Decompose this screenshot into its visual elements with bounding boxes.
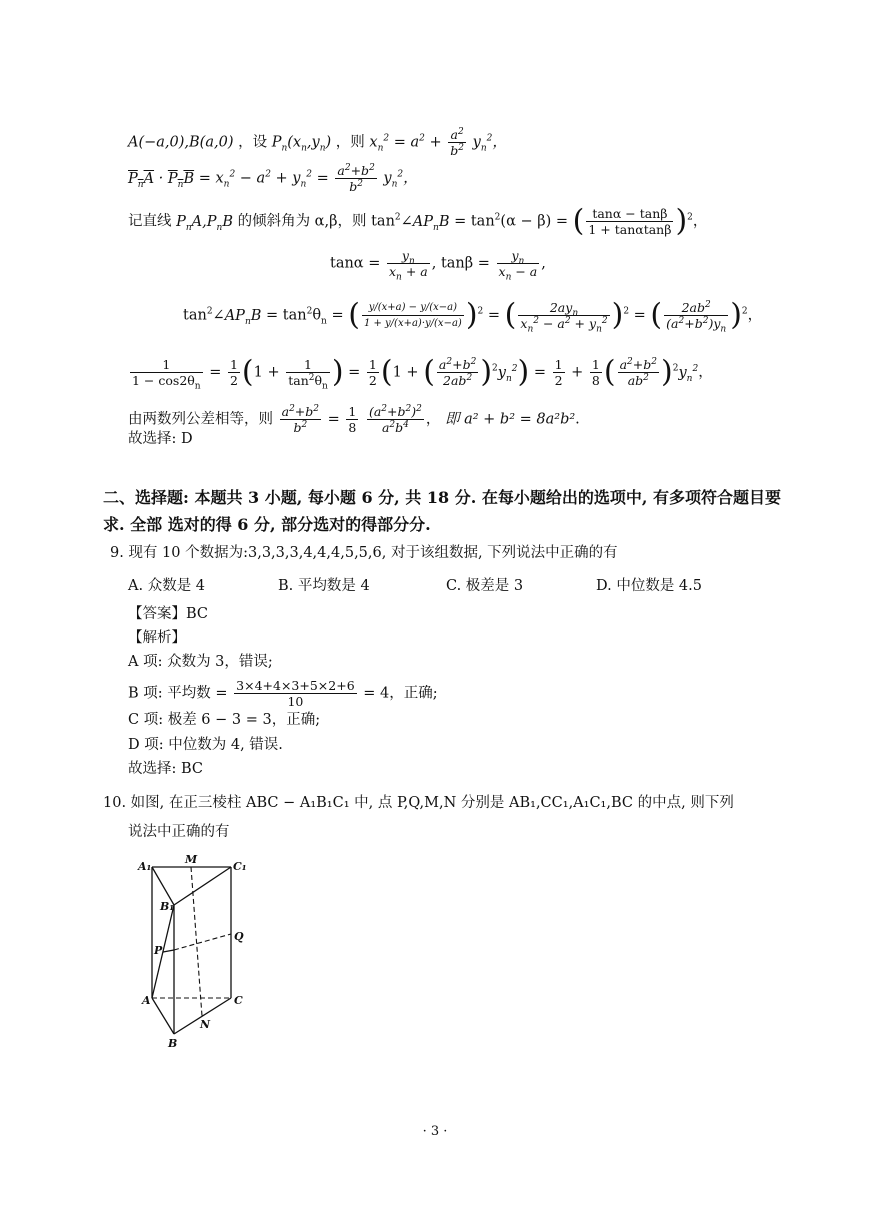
points-ab: A(−a,0),B(a,0): [128, 134, 234, 151]
label-m: M: [185, 853, 198, 866]
q9-options: [128, 576, 702, 596]
solution-line-2: $P_nA \cdot P_nB = x_n^2 - a^2 + y_n^2$ = $\frac{a^2+b^2}{b^2}$ $y_n^2$，: [128, 162, 418, 194]
q9-option-c: C. 极差是 3: [446, 578, 524, 594]
label-q: Q: [234, 930, 244, 943]
label-c1: C₁: [233, 860, 247, 873]
page-number: · 3 ·: [422, 1124, 448, 1139]
prism-figure: [130, 850, 270, 1050]
q9-option-d: D. 中位数是 4.5: [596, 578, 702, 594]
label-c: C: [234, 994, 243, 1007]
section-title-line-1: 二、选择题: 本题共 3 小题, 每小题 6 分, 共 18 分. 在每小题给出的选项中, 有多项符合题目要: [103, 488, 781, 507]
q9-line-d: D 项: 中位数为 4, 错误.: [128, 737, 283, 753]
label-b1: B₁: [160, 900, 175, 913]
q9-option-a: A. 众数是 4: [128, 578, 206, 594]
label-a: A: [142, 994, 151, 1007]
q9-stem: 9. 现有 10 个数据为:3,3,3,3,4,4,4,5,5,6, 对于该组数据, 下列说法中正确的有: [110, 545, 618, 561]
q10-stem-line-2: 说法中正确的有: [128, 824, 230, 840]
label-n: N: [200, 1018, 211, 1031]
solution-line-7: 由两数列公差相等，则 $\frac{a^2+b^2}{b^2}$ = $\frac{1}{8}$ $\frac{(a^2+b^2)^2}{a^2b^4}$ ， 即 a² + b² = 8a²b².: [128, 403, 580, 435]
solution-line-5: $\tan^2\angle AP_nB = \tan^2\theta_n$ = ( $\frac{y/(x+a) - y/(x-a)}{1 + y/(x+a)\cdot y/(x-a)}$ )$^2$ = ( $\frac{2ay_n}{x_n^2 - a^2 + y_n^2}$ )$^2$ = ( $\frac{2ab^2}{(a^2+b^2)y_n}$ )$^2$，: [183, 297, 763, 335]
q9-option-b: B. 平均数是 4: [278, 578, 370, 594]
q9-line-a: A 项: 众数为 3，错误;: [128, 654, 273, 670]
label-a1: A₁: [138, 860, 152, 873]
q9-line-c: C 项: 极差 6 − 3 = 3，正确;: [128, 712, 321, 728]
label-b: B: [168, 1037, 178, 1050]
q10-stem-line-1: 10. 如图, 在正三棱柱 ABC − A₁B₁C₁ 中, 点 P,Q,M,N 分别是 AB₁,CC₁,A₁C₁,BC 的中点, 则下列: [103, 795, 734, 811]
label-p: P: [154, 944, 163, 957]
q9-analysis-label: 【解析】: [128, 630, 186, 646]
solution-line-3: 记直线 $P_nA,P_nB$ 的倾斜角为 α,β，则 $\tan^2\angle AP_nB = \tan^2(\alpha - \beta)$ = ( $\frac{\tan\alpha - \tan\beta}{1 + \tan\alpha\tan\beta}$ )$^2$，: [128, 203, 708, 239]
solution-line-6: $\frac{1}{1 - \cos 2\theta_n}$ = $\frac{1}{2}$ (1 + $\frac{1}{\tan^2\theta_n}$ ) = $\frac{1}{2}$ (1 + ( $\frac{a^2+b^2}{2ab^2}$ )$^2y_n^2$) = $\frac{1}{2}$ + $\frac{1}{8}$ ( $\frac{a^2+b^2}{ab^2}$ )$^2y_n^2$，: [132, 354, 713, 392]
q9-line-b: B 项: 平均数 = $\frac{3\times 4+4\times 3+5\times 2+6}{10}$ = 4，正确;: [128, 678, 438, 709]
section-title-line-2: 求. 全部 选对的得 6 分, 部分选对的得部分分.: [103, 515, 431, 534]
solution-answer: 故选择: D: [128, 431, 193, 447]
fraction-a2-b2: $\frac{a^2}{b^2}$: [450, 126, 464, 158]
solution-line-4: tanα = $\frac{y_n}{x_n + a}$ , tanβ = $\frac{y_n}{x_n - a}$ ,: [330, 248, 546, 283]
q9-answer: 【答案】BC: [128, 606, 209, 622]
solution-line-1: A(−a,0),B(a,0) ，设 $P_n(x_n,y_n)$ ，则 $x_n^2 = a^2$ + $\frac{a^2}{b^2}$ $y_n^2$，: [128, 126, 507, 158]
q9-choice: 故选择: BC: [128, 761, 204, 777]
